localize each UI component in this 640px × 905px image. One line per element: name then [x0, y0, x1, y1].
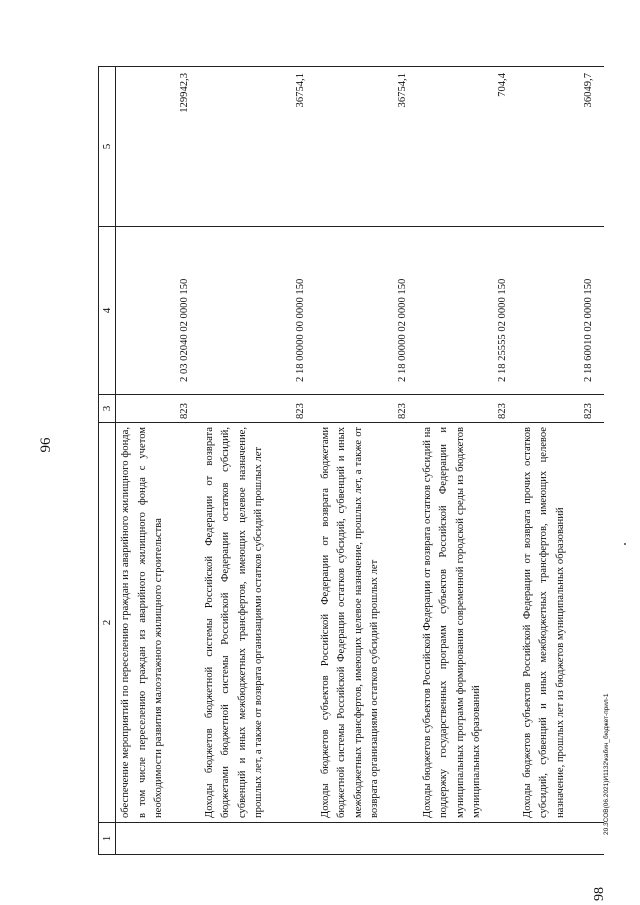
- row-admin-code: 823: [316, 395, 418, 423]
- file-path-label: 20.3СОВ(06.2021)И1132\кабин_бюджет-прил-1: [603, 693, 610, 835]
- table-header-row: [99, 67, 116, 855]
- row-amount: 36049,7: [518, 67, 604, 227]
- table-row: [418, 67, 518, 855]
- row-description: Доходы бюджетов субъектов Российской Федерации от возврата остатков субсидий на поддержку государственных программ субъектов Российской Федерации и муниципальных программ формирования современной городской среды из бюджетов муниципальных образований: [418, 423, 518, 823]
- header-col-5: 5: [99, 67, 116, 227]
- table-row: [116, 67, 200, 855]
- row-admin-code: 823: [116, 395, 200, 423]
- row-description: Доходы бюджетов бюджетной системы Российской Федерации от возврата бюджетами бюджетной системы Российской Федерации остатков субсидий, субвенций и иных межбюджетных трансфертов, имеющих целевое назначение, прошлых лет, а также от возврата организациями остатков субсидий прошлых лет: [200, 423, 316, 823]
- header-col-2: 2: [99, 423, 116, 823]
- row-description: Доходы бюджетов субъектов Российской Федерации от возврата бюджетами бюджетной системы Российской Федерации остатков субсидий, субвенций и иных межбюджетных трансфертов, имеющих целевое назначение, прошлых лет, а также от возврата организациями остатков субсидий прошлых лет: [316, 423, 418, 823]
- row-number-cell: [200, 823, 316, 855]
- row-amount: 36754,1: [200, 67, 316, 227]
- scan-speck: [624, 543, 626, 545]
- row-amount: 36754,1: [316, 67, 418, 227]
- page-number-top: 96: [38, 437, 54, 453]
- row-admin-code: 823: [518, 395, 604, 423]
- row-budget-code: 2 18 25555 02 0000 150: [418, 227, 518, 395]
- row-budget-code: 2 18 00000 02 0000 150: [316, 227, 418, 395]
- table-row: [518, 67, 604, 855]
- row-number-cell: [116, 823, 200, 855]
- row-budget-code: 2 18 00000 00 0000 150: [200, 227, 316, 395]
- header-col-4: 4: [99, 227, 116, 395]
- row-budget-code: 2 18 60010 02 0000 150: [518, 227, 604, 395]
- row-number-cell: [316, 823, 418, 855]
- revenue-table: [98, 66, 604, 855]
- row-description: Доходы бюджетов субъектов Российской Федерации от возврата прочих остатков субсидий, субвенций и иных межбюджетных трансфертов, имеющих целевое назначение, прошлых лет из бюджетов муниципальных образований: [518, 423, 604, 823]
- row-budget-code: 2 03 02040 02 0000 150: [116, 227, 200, 395]
- table-row: [200, 67, 316, 855]
- header-col-1: 1: [99, 823, 116, 855]
- row-number-cell: [518, 823, 604, 855]
- row-amount: 129942,3: [116, 67, 200, 227]
- table-row: [316, 67, 418, 855]
- header-col-3: 3: [99, 395, 116, 423]
- row-description: обеспечение мероприятий по переселению граждан из аварийного жилищного фонда, в том числе переселению граждан из аварийного жилищного фонда с учетом необходимости развития малоэтажного жилищного строительства: [116, 423, 200, 823]
- row-admin-code: 823: [200, 395, 316, 423]
- row-number-cell: [418, 823, 518, 855]
- row-admin-code: 823: [418, 395, 518, 423]
- row-amount: 704,4: [418, 67, 518, 227]
- page-number-bottom: 98: [592, 887, 607, 901]
